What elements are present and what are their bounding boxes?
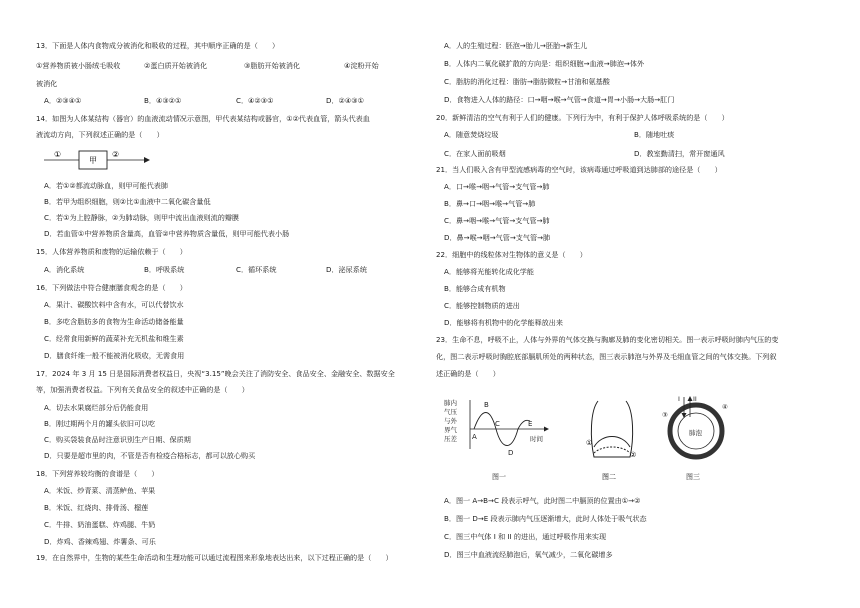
option-d: D．教室勤清扫，常开窗通风 xyxy=(634,149,725,158)
question-stem: 14．如图为人体某结构（器官）的血液流动情况示意图，甲代表某结构或器官，①②代表血管，箭头代表血 xyxy=(36,114,370,123)
option-item: ②蛋白质开始被消化 xyxy=(144,61,208,70)
arrow-up-icon xyxy=(688,396,693,401)
figure-2-diaphragm xyxy=(584,395,640,485)
figure-caption: 图一 xyxy=(492,473,506,481)
option-b: B．若甲为组织细胞，则②比①血液中二氧化碳含量低 xyxy=(44,197,211,206)
question-stem: 21．当人们吸入含有甲型流感病毒的空气时，该病毒通过呼吸道到达肺部的途径是（ ） xyxy=(436,165,722,174)
option-b: B．图一 D→E 段表示肺内气压逐渐增大，此时人体处于吸气状态 xyxy=(444,514,647,523)
option-c: C．若①为上腔静脉，②为肺动脉，则甲中流出血液则流的瓣膜 xyxy=(44,213,240,222)
option-d: D．只要是超市里的肉，不管是否有检疫合格标志，都可以放心购买 xyxy=(44,451,256,460)
option-a: A．随意焚烧垃圾 xyxy=(444,130,499,139)
option-b: B．米饭、红烧肉、排骨汤、榴莲 xyxy=(44,503,149,512)
option-b: B．鼻→口→咽→喉→气管→肺 xyxy=(444,199,536,208)
option-c: C．鼻→咽→喉→气管→支气管→肺 xyxy=(444,216,550,225)
option-item: ④淀粉开始 xyxy=(344,61,379,70)
point-label: D xyxy=(508,449,514,457)
option-c: C．经常食用新鲜的蔬菜补充无机盐和维生素 xyxy=(44,334,184,343)
question-stem: 16．下列做法中符合健康膳食观念的是（ ） xyxy=(36,283,187,292)
vessel-label-2: ② xyxy=(112,150,120,159)
state-label-1: ① xyxy=(586,439,593,447)
option-c: C．牛排、奶油蛋糕、炸鸡腿、牛奶 xyxy=(44,520,156,529)
option-c: C．脂肪的消化过程：脂肪→脂肪微粒→甘油和氨基酸 xyxy=(444,77,610,86)
option-a: A．果汁、碳酸饮料中含有水，可以代替饮水 xyxy=(44,300,184,309)
blood-flow-diagram xyxy=(44,148,154,172)
option-d: D．泌尿系统 xyxy=(326,265,367,274)
option-d: D．鼻→喉→咽→气管→支气管→肺 xyxy=(444,233,551,242)
option-c: C．④②③① xyxy=(236,96,274,105)
question-stem: 19．在自然界中，生物的某些生命活动和生理功能可以通过流程图来形象地表达出来，以下过程正确的是（ ） xyxy=(36,553,393,562)
question-stem: 13．下面是人体内食物成分被消化和吸收的过程，其中顺序正确的是（ ） xyxy=(36,41,280,50)
y-axis-label-line: 界气 xyxy=(444,426,457,434)
y-axis-label-line: 与外 xyxy=(444,417,457,425)
state-label-2: ② xyxy=(630,451,637,459)
option-a: A．口→喉→咽→气管→支气管→肺 xyxy=(444,182,550,191)
figure-3-alveolus xyxy=(656,395,746,485)
option-c: C．能够控制物质的进出 xyxy=(444,301,520,310)
arrow-icon xyxy=(144,157,150,163)
question-stem: 20．新鲜清洁的空气有利于人们的健康。下列行为中，有利于保护人体呼吸系统的是（ ） xyxy=(436,113,729,122)
diaphragm-state-1 xyxy=(594,437,630,448)
option-a: A．若①②都流动脉血，则甲可能代表肺 xyxy=(44,181,168,190)
question-stem-cont: 液流动方向，下列叙述正确的是（ ） xyxy=(36,130,164,139)
option-b: B．能够合成有机物 xyxy=(444,284,506,293)
vessel-label-1: ① xyxy=(54,150,62,159)
option-a: A．消化系统 xyxy=(44,265,85,274)
option-d: D．图三中血液流经肺泡后，氧气减少，二氧化碳增多 xyxy=(444,550,613,559)
figure-caption: 图二 xyxy=(602,473,616,481)
x-axis-label: 时间 xyxy=(530,435,543,443)
option-item: ③脂肪开始被消化 xyxy=(244,61,301,70)
figure-1-pressure-curve xyxy=(444,395,554,485)
question-stem: 22．细胞中的线粒体对生物体的意义是（ ） xyxy=(436,250,587,259)
question-stem: 18．下列营养较均衡的食谱是（ ） xyxy=(36,469,159,478)
option-item: ①营养物质被小肠绒毛吸收 xyxy=(36,61,121,70)
option-a: A．②③④① xyxy=(44,96,82,105)
question-stem-cont: 等，加强消费者权益。下列有关食品安全的叙述中正确的是（ ） xyxy=(36,385,249,394)
option-b: B．随地吐痰 xyxy=(634,130,675,139)
question-stem: 15．人体营养物质和废物的运输依赖于（ ） xyxy=(36,247,187,256)
gas-label-II: II xyxy=(693,395,697,403)
option-c: C．购买袋装食品时注意识别生产日期、保质期 xyxy=(44,435,191,444)
option-a: A．切去水果腐烂部分后仍能食用 xyxy=(44,403,149,412)
y-axis-label-line: 肺内 xyxy=(444,399,457,407)
option-d: D．食物进入人体的路径：口→咽→喉→气管→食道→胃→小肠→大肠→肛门 xyxy=(444,95,675,104)
y-axis-label-line: 压差 xyxy=(444,435,457,443)
option-item-continuation: 被消化 xyxy=(36,79,58,88)
y-axis-label-line: 气压 xyxy=(444,408,457,416)
question-stem: 23．生命不息，呼吸不止，人体与外界的气体交换与胸廓及肺的变化密切相关。图一表示呼吸时肺内气压的变 xyxy=(436,335,779,344)
point-label: A xyxy=(472,433,477,441)
thorax-outline xyxy=(591,401,632,457)
gas-label-4: ④ xyxy=(722,403,728,411)
organ-label: 甲 xyxy=(89,156,97,165)
option-c: C．在家人面前吸烟 xyxy=(444,149,506,158)
point-label: C xyxy=(495,420,500,428)
x-axis-arrow-icon xyxy=(544,427,549,432)
option-b: B．呼吸系统 xyxy=(144,265,185,274)
option-a: A．人的生殖过程：胚泡→胎儿→胚胎→新生儿 xyxy=(444,41,588,50)
diaphragm-state-2 xyxy=(594,447,630,453)
alveolus-label: 肺泡 xyxy=(689,429,702,437)
figure-caption: 图三 xyxy=(686,473,700,481)
option-d: D．②④③① xyxy=(326,96,364,105)
option-b: B．刚过期两个月的罐头依旧可以吃 xyxy=(44,419,156,428)
option-d: D．若血管①中营养物质含量高，血管②中营养物质含量低，则甲可能代表小肠 xyxy=(44,229,290,238)
option-b: B．人体内二氧化碳扩散的方向是：组织细胞→血液→肺泡→体外 xyxy=(444,59,645,68)
question-stem-cont: 述正确的是（ ） xyxy=(436,369,500,378)
option-d: D．能够将有机物中的化学能释放出来 xyxy=(444,318,563,327)
question-stem-cont: 化，图二表示呼吸时胸腔底部膈肌所处的两种状态，图三表示肺泡与外界及毛细血管之间的气体交换。下列叙 xyxy=(436,352,777,361)
question-stem: 17．2024 年 3 月 15 日是国际消费者权益日，央视“3.15”晚会关注了消防安全、食品安全、金融安全、数据安全 xyxy=(36,369,395,378)
option-a: A．米饭、炒青菜、清蒸鲈鱼、苹果 xyxy=(44,486,156,495)
option-b: B．多吃含脂肪多的食物为生命活动储备能量 xyxy=(44,317,184,326)
gas-label-I: I xyxy=(678,395,680,403)
option-d: D．炸鸡、香辣鸡翅、炸薯条、可乐 xyxy=(44,537,156,546)
option-a: A．能够将光能转化成化学能 xyxy=(444,267,534,276)
option-a: A．图一 A→B→C 段表示呼气，此时图二中膈顶的位置由①→② xyxy=(444,496,641,505)
option-c: C．图三中气体 I 和 II 的进出，通过呼吸作用来实现 xyxy=(444,532,607,541)
option-c: C．循环系统 xyxy=(236,265,277,274)
point-label: B xyxy=(484,401,489,409)
gas-label-3: ③ xyxy=(662,411,668,419)
option-b: B．④③②① xyxy=(144,96,182,105)
point-label: E xyxy=(528,420,533,428)
option-d: D．膳食纤维一般不能被消化吸收，无需食用 xyxy=(44,351,185,360)
